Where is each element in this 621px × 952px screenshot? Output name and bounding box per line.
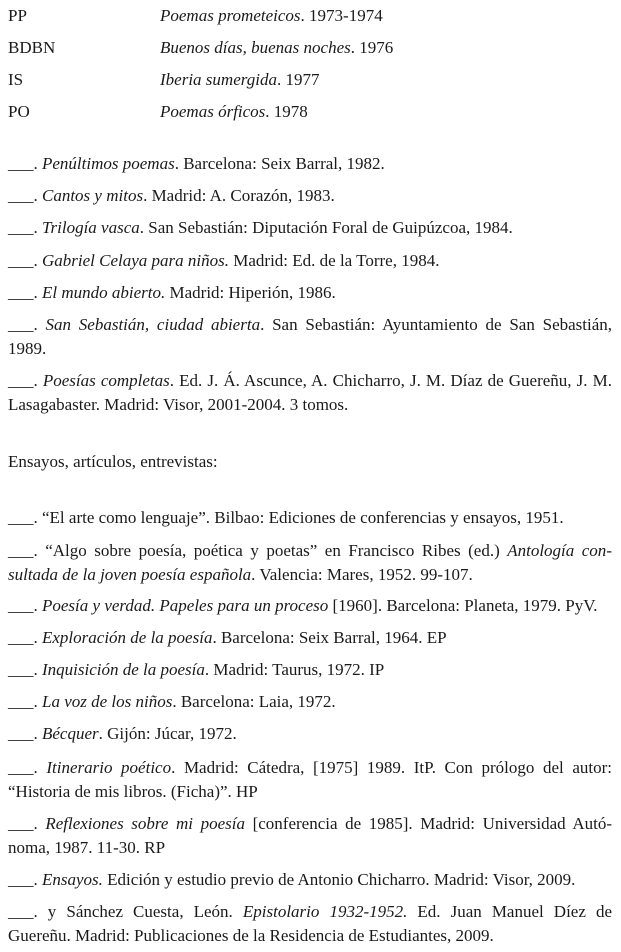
bibliography-entry: ___. El mundo abierto. Madrid: Hiperión, 1986. — [8, 283, 336, 302]
bibliography-entry: ___. San Sebastián, ciudad abierta. San Sebastián: Ayuntamiento de San Sebastián, 1989. — [8, 315, 613, 358]
abbreviation-title: Buenos días, buenas noches. 1976 — [160, 38, 394, 57]
bibliography-entry: ___. Gabriel Celaya para niños. Madrid: Ed. de la Torre, 1984. — [8, 251, 440, 270]
bibliography-entry: ___. Ensayos. Edición y estudio previo de Antonio Chicharro. Madrid: Visor, 2009. — [8, 870, 576, 889]
abbreviation-title: Iberia sumergida. 1977 — [160, 70, 320, 89]
bibliography-entry: ___. y Sánchez Cuesta, León. Epistolario 1932-1952. Ed. Juan Manuel Díez de Guereñu. Madrid: Publicaciones de la Residencia de Estudiantes, 2009. — [8, 902, 612, 945]
bibliography-entry: ___. “Algo sobre poesía, poética y poetas” en Francisco Ribes (ed.) Antología consultada de la joven poesía española. Valencia: Mares, 1952. 99-107. — [8, 541, 612, 584]
bibliography-entry: ___. Itinerario poético. Madrid: Cátedra, [1975] 1989. ItP. Con prólogo del autor: “Historia de mis libros. (Ficha)”. HP — [8, 758, 612, 801]
section-heading: Ensayos, artículos, entrevistas: — [8, 452, 218, 471]
abbreviation-title: Poemas prometeicos. 1973-1974 — [160, 6, 383, 25]
abbreviation-title: Poemas órficos. 1978 — [160, 102, 308, 121]
abbreviation-code: PO — [8, 102, 30, 121]
bibliography-entry: ___. Exploración de la poesía. Barcelona: Seix Barral, 1964. EP — [8, 628, 447, 647]
bibliography-entry: ___. “El arte como lenguaje”. Bilbao: Ediciones de conferencias y ensayos, 1951. — [8, 508, 564, 527]
bibliography-entry: ___. Cantos y mitos. Madrid: A. Corazón, 1983. — [8, 186, 335, 205]
abbreviation-code: IS — [8, 70, 24, 89]
bibliography-entry: ___. Inquisición de la poesía. Madrid: Taurus, 1972. IP — [8, 660, 385, 679]
abbreviation-code: BDBN — [8, 38, 56, 57]
bibliography-entry: ___. Penúltimos poemas. Barcelona: Seix Barral, 1982. — [8, 154, 385, 173]
abbreviation-code: PP — [8, 6, 27, 25]
bibliography-entry: ___. La voz de los niños. Barcelona: Laia, 1972. — [8, 692, 336, 711]
bibliography-entry: ___. Poesía y verdad. Papeles para un proceso [1960]. Barcelona: Planeta, 1979. PyV. — [8, 596, 598, 615]
bibliography-entry: ___. Trilogía vasca. San Sebastián: Diputación Foral de Guipúzcoa, 1984. — [8, 218, 513, 237]
bibliography-entry: ___. Bécquer. Gijón: Júcar, 1972. — [8, 724, 237, 743]
bibliography-entry: ___. Poesías completas. Ed. J. Á. Ascunce, A. Chicharro, J. M. Díaz de Guereñu, J. M. Lasagabaster. Madrid: Visor, 2001-2004. 3 tomos. — [8, 371, 612, 414]
bibliography-entry: ___. Reflexiones sobre mi poesía [conferencia de 1985]. Madrid: Universidad Autónoma, 1987. 11-30. RP — [8, 814, 613, 857]
